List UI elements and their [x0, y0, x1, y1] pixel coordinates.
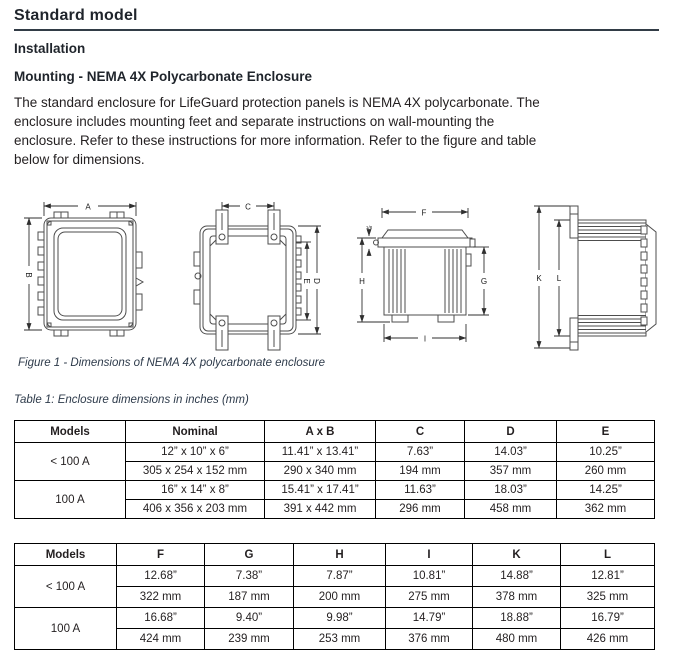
table-cell: 9.40”: [205, 608, 294, 629]
table-cell: 18.03”: [465, 481, 557, 500]
column-header-e: E: [557, 421, 655, 443]
dim-label-l: L: [556, 274, 562, 283]
table-cell: 18.88”: [473, 608, 561, 629]
enclosure-figure: [16, 196, 659, 350]
table-cell: 391 x 442 mm: [265, 500, 376, 519]
hinge: [38, 277, 44, 285]
table-cell: 260 mm: [557, 462, 655, 481]
hinge: [38, 262, 44, 270]
front-view-drawing: [16, 196, 148, 348]
table-cell: 11.63”: [376, 481, 465, 500]
title-divider: [14, 29, 659, 31]
side-view-drawing: [352, 196, 494, 348]
table-cell: 12.81”: [561, 566, 655, 587]
hinge: [641, 252, 647, 260]
model-cell: 100 A: [15, 608, 117, 650]
latch-hook: [466, 254, 471, 266]
table-row: [15, 443, 655, 462]
table-cell: 275 mm: [386, 587, 473, 608]
table-cell: 16.68”: [117, 608, 205, 629]
table-cell: 378 mm: [473, 587, 561, 608]
table-cell: 480 mm: [473, 629, 561, 650]
hinge: [296, 272, 301, 279]
table-header-row: [15, 544, 655, 566]
enclosure-body: [384, 247, 466, 315]
hinge: [296, 308, 301, 315]
section-heading: Mounting - NEMA 4X Polycarbonate Enclosure: [14, 69, 313, 84]
model-cell: < 100 A: [15, 566, 117, 608]
latch: [194, 290, 200, 304]
table-cell: 14.79”: [386, 608, 473, 629]
column-header-i: I: [386, 544, 473, 566]
latch: [194, 252, 200, 266]
column-header-l: L: [561, 544, 655, 566]
column-header-f: F: [117, 544, 205, 566]
table-cell: 14.88”: [473, 566, 561, 587]
table-cell: 406 x 356 x 203 mm: [126, 500, 265, 519]
table-cell: 16” x 14” x 8”: [126, 481, 265, 500]
hinge: [641, 317, 647, 325]
model-cell: < 100 A: [15, 443, 126, 481]
column-header-c: C: [376, 421, 465, 443]
table-cell: 12.68”: [117, 566, 205, 587]
table-cell: 305 x 254 x 152 mm: [126, 462, 265, 481]
foot: [392, 315, 408, 322]
hinge: [641, 304, 647, 312]
paragraph-line: below for dimensions.: [14, 152, 145, 167]
table-cell: 325 mm: [561, 587, 655, 608]
column-header-d: D: [465, 421, 557, 443]
table-cell: 296 mm: [376, 500, 465, 519]
profile-view-drawing: [520, 196, 665, 348]
latch: [136, 294, 142, 310]
table-title: Table 1: Enclosure dimensions in inches (mm): [14, 394, 249, 406]
hinge: [641, 291, 647, 299]
page-title: Standard model: [14, 7, 138, 24]
table-cell: 10.25”: [557, 443, 655, 462]
table-row: [15, 608, 655, 629]
dim-label-c: C: [245, 202, 251, 212]
paragraph-line: enclosure includes mounting feet and separate instructions on wall-mounting the: [14, 114, 495, 129]
enclosure-lid: [382, 230, 468, 238]
table-cell: 458 mm: [465, 500, 557, 519]
dim-label-b: B: [24, 272, 33, 278]
table-cell: 16.79”: [561, 608, 655, 629]
lid-lip: [378, 238, 472, 247]
table-cell: 239 mm: [205, 629, 294, 650]
hinge: [296, 260, 301, 267]
lock-hasp: [136, 278, 143, 286]
mounting-bracket: [570, 318, 578, 350]
hinge: [38, 232, 44, 240]
column-header-axb: A x B: [265, 421, 376, 443]
table-cell: 7.63”: [376, 443, 465, 462]
dim-label-h: H: [359, 277, 365, 286]
table-cell: 200 mm: [294, 587, 386, 608]
hinge: [38, 247, 44, 255]
dim-label-k: K: [536, 274, 542, 283]
hinge: [296, 248, 301, 255]
hinge: [38, 307, 44, 315]
table-cell: 14.03”: [465, 443, 557, 462]
table-cell: 424 mm: [117, 629, 205, 650]
table-cell: 15.41” x 17.41”: [265, 481, 376, 500]
table-cell: 290 x 340 mm: [265, 462, 376, 481]
model-cell: 100 A: [15, 481, 126, 519]
back-view-drawing: [170, 196, 322, 348]
enclosure-dimensions-table-2: [14, 543, 655, 650]
figure-caption: Figure 1 - Dimensions of NEMA 4X polycarbonate enclosure: [18, 357, 326, 369]
column-header-k: K: [473, 544, 561, 566]
hinge: [641, 265, 647, 273]
hinge: [296, 284, 301, 291]
paragraph-line: The standard enclosure for LifeGuard protection panels is NEMA 4X polycarbonate. The: [14, 95, 540, 110]
table-cell: 9.98”: [294, 608, 386, 629]
table-row: [15, 481, 655, 500]
latch: [136, 252, 142, 268]
dim-label-a: A: [85, 202, 91, 212]
table-cell: 187 mm: [205, 587, 294, 608]
table-cell: 376 mm: [386, 629, 473, 650]
dim-label-e: E: [302, 278, 311, 284]
dim-label-small: 1/8: [365, 225, 373, 230]
foot: [438, 315, 454, 322]
table-cell: 362 mm: [557, 500, 655, 519]
column-header-g: G: [205, 544, 294, 566]
hinge: [296, 296, 301, 303]
latch: [470, 239, 475, 247]
table-cell: 357 mm: [465, 462, 557, 481]
table-cell: 14.25”: [557, 481, 655, 500]
table-cell: 10.81”: [386, 566, 473, 587]
column-header-h: H: [294, 544, 386, 566]
dim-label-d: D: [312, 278, 321, 284]
table-header-row: [15, 421, 655, 443]
dim-label-i: I: [423, 334, 427, 344]
mounting-bracket: [570, 206, 578, 238]
table-cell: 7.87”: [294, 566, 386, 587]
section-subtitle: Installation: [14, 41, 86, 56]
table-cell: 12” x 10” x 6”: [126, 443, 265, 462]
table-row: [15, 566, 655, 587]
hinge: [641, 278, 647, 286]
dim-label-f: F: [421, 208, 427, 218]
table-cell: 322 mm: [117, 587, 205, 608]
dim-label-g: G: [480, 277, 488, 286]
column-header-nominal: Nominal: [126, 421, 265, 443]
hinge: [38, 292, 44, 300]
hinge: [641, 239, 647, 247]
enclosure-dimensions-table-1: [14, 420, 655, 519]
table-cell: 194 mm: [376, 462, 465, 481]
paragraph-line: enclosure. Refer to these instructions for more information. Refer to the figure and table: [14, 133, 537, 148]
table-cell: 253 mm: [294, 629, 386, 650]
column-header-models: Models: [15, 544, 117, 566]
body-paragraph: [14, 93, 659, 169]
table-cell: 7.38”: [205, 566, 294, 587]
table-cell: 11.41” x 13.41”: [265, 443, 376, 462]
hinge: [641, 226, 647, 234]
column-header-models: Models: [15, 421, 126, 443]
table-cell: 426 mm: [561, 629, 655, 650]
